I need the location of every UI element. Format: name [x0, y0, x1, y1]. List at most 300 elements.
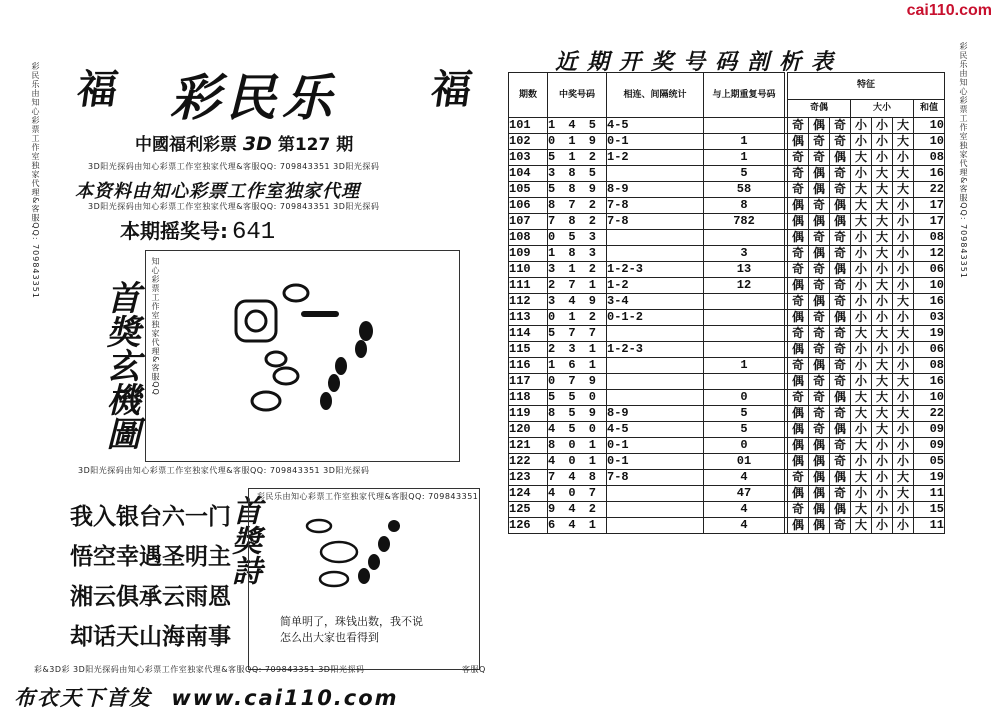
analysis-title: 近期开奖号码剖析表: [555, 49, 844, 75]
cell-sum: 19: [914, 470, 945, 486]
cell-number: 4 0 7: [548, 486, 607, 502]
cell-repeat: [704, 374, 785, 390]
cell-number: 3 1 2: [548, 262, 607, 278]
cell-repeat: [704, 310, 785, 326]
cell-big-small: 小: [872, 262, 893, 278]
cell-big-small: 小: [893, 358, 914, 374]
cell-issue: 110: [509, 262, 548, 278]
cell-big-small: 小: [872, 294, 893, 310]
cell-odd-even: 奇: [830, 358, 851, 374]
cell-odd-even: 偶: [788, 422, 809, 438]
cell-big-small: 小: [872, 502, 893, 518]
cell-big-small: 大: [851, 518, 872, 534]
cell-repeat: 13: [704, 262, 785, 278]
table-row: [509, 374, 945, 390]
cell-odd-even: 奇: [830, 374, 851, 390]
cell-issue: 118: [509, 390, 548, 406]
cell-repeat: 5: [704, 406, 785, 422]
coin-square: [236, 301, 276, 341]
cell-gap: [607, 230, 704, 246]
cell-big-small: 小: [893, 518, 914, 534]
table-row: [509, 422, 945, 438]
table-row: [509, 438, 945, 454]
cell-number: 5 7 7: [548, 326, 607, 342]
cell-big-small: 大: [851, 198, 872, 214]
cell-odd-even: 奇: [788, 182, 809, 198]
cell-sum: 17: [914, 214, 945, 230]
cell-odd-even: 奇: [809, 374, 830, 390]
cell-gap: [607, 166, 704, 182]
cell-gap: 4-5: [607, 118, 704, 134]
cell-big-small: 小: [851, 118, 872, 134]
cell-sum: 10: [914, 390, 945, 406]
cell-odd-even: 奇: [788, 166, 809, 182]
cell-big-small: 大: [872, 374, 893, 390]
cell-big-small: 小: [851, 166, 872, 182]
cell-big-small: 小: [893, 230, 914, 246]
cell-big-small: 大: [893, 118, 914, 134]
cell-odd-even: 奇: [830, 230, 851, 246]
cell-big-small: 大: [893, 406, 914, 422]
cell-gap: 7-8: [607, 214, 704, 230]
cell-odd-even: 偶: [788, 518, 809, 534]
box2-top-line: 彩民乐由知心彩票工作室独家代理&客服QQ: 709843351: [257, 492, 479, 501]
cell-odd-even: 偶: [830, 150, 851, 166]
note-line-2: 怎么出大家也看得到: [280, 631, 379, 644]
cell-repeat: 3: [704, 246, 785, 262]
cell-odd-even: 奇: [809, 150, 830, 166]
cell-odd-even: 偶: [788, 310, 809, 326]
cell-big-small: 小: [893, 262, 914, 278]
footer-url: www.cai110.com: [171, 686, 399, 710]
box-side-text: 知心彩票工作室独家代理&客服QQ: [151, 257, 160, 396]
cell-big-small: 大: [872, 166, 893, 182]
cell-repeat: 782: [704, 214, 785, 230]
table-row: [509, 182, 945, 198]
cell-issue: 105: [509, 182, 548, 198]
cell-big-small: 小: [872, 518, 893, 534]
cell-number: 1 8 3: [548, 246, 607, 262]
cell-issue: 121: [509, 438, 548, 454]
cell-issue: 116: [509, 358, 548, 374]
cell-number: 1 4 5: [548, 118, 607, 134]
cell-sum: 06: [914, 262, 945, 278]
cell-big-small: 大: [893, 326, 914, 342]
cell-issue: 103: [509, 150, 548, 166]
agency-line: 本资料由知心彩票工作室独家代理: [75, 181, 360, 202]
draw-result: [120, 215, 275, 246]
cell-odd-even: 偶: [809, 486, 830, 502]
cell-number: 6 4 1: [548, 518, 607, 534]
cell-sum: 05: [914, 454, 945, 470]
cell-big-small: 小: [893, 310, 914, 326]
cell-odd-even: 偶: [809, 214, 830, 230]
table-row: [509, 166, 945, 182]
cell-big-small: 大: [893, 166, 914, 182]
cell-issue: 102: [509, 134, 548, 150]
cell-big-small: 小: [851, 486, 872, 502]
cell-odd-even: 奇: [788, 502, 809, 518]
poem-line-1: 我入银台六一门: [70, 504, 231, 530]
poem-line-3: 湘云俱承云雨恩: [70, 584, 231, 610]
cell-sum: 10: [914, 134, 945, 150]
cell-odd-even: 奇: [788, 262, 809, 278]
history-table: [508, 72, 945, 534]
cell-sum: 22: [914, 182, 945, 198]
cell-sum: 12: [914, 246, 945, 262]
cell-big-small: 小: [872, 342, 893, 358]
cell-issue: 107: [509, 214, 548, 230]
cell-repeat: 01: [704, 454, 785, 470]
cell-odd-even: 偶: [830, 262, 851, 278]
cell-big-small: 小: [893, 150, 914, 166]
cell-odd-even: 奇: [830, 342, 851, 358]
cell-repeat: 0: [704, 390, 785, 406]
cell-issue: 119: [509, 406, 548, 422]
cell-big-small: 小: [872, 470, 893, 486]
cell-odd-even: 奇: [788, 118, 809, 134]
cell-number: 0 1 2: [548, 310, 607, 326]
cell-sum: 11: [914, 518, 945, 534]
cell-big-small: 大: [893, 486, 914, 502]
cell-odd-even: 奇: [788, 326, 809, 342]
cell-issue: 114: [509, 326, 548, 342]
table-row: [509, 262, 945, 278]
cell-big-small: 大: [851, 390, 872, 406]
cell-big-small: 大: [851, 406, 872, 422]
cell-number: 0 5 3: [548, 230, 607, 246]
table-row: [509, 518, 945, 534]
cell-odd-even: 偶: [788, 454, 809, 470]
cell-sum: 19: [914, 326, 945, 342]
cell-sum: 09: [914, 438, 945, 454]
cell-big-small: 大: [872, 390, 893, 406]
cell-gap: 0-1: [607, 438, 704, 454]
cell-big-small: 大: [851, 182, 872, 198]
cell-gap: [607, 486, 704, 502]
cell-repeat: 4: [704, 518, 785, 534]
cell-big-small: 大: [893, 470, 914, 486]
cell-gap: 8-9: [607, 406, 704, 422]
cell-big-small: 小: [851, 454, 872, 470]
cell-odd-even: 奇: [788, 246, 809, 262]
cell-repeat: [704, 342, 785, 358]
cell-big-small: 小: [872, 134, 893, 150]
cell-odd-even: 奇: [809, 390, 830, 406]
cell-gap: 0-1: [607, 134, 704, 150]
cell-number: 2 3 1: [548, 342, 607, 358]
cell-odd-even: 奇: [809, 406, 830, 422]
cell-issue: 106: [509, 198, 548, 214]
header-repeat: 与上期重复号码: [704, 73, 785, 118]
cell-odd-even: 偶: [788, 214, 809, 230]
header-number: 中奖号码: [548, 73, 607, 118]
coin-diagram: [216, 271, 396, 431]
cell-number: 8 0 1: [548, 438, 607, 454]
cell-issue: 117: [509, 374, 548, 390]
cell-big-small: 小: [893, 278, 914, 294]
cell-odd-even: 奇: [809, 198, 830, 214]
cell-sum: 16: [914, 294, 945, 310]
cell-odd-even: 奇: [830, 118, 851, 134]
cell-repeat: 12: [704, 278, 785, 294]
cell-number: 5 8 9: [548, 182, 607, 198]
header-gap: 相连、间隔统计: [607, 73, 704, 118]
cell-big-small: 大: [851, 214, 872, 230]
cell-odd-even: 奇: [830, 166, 851, 182]
table-row: [509, 358, 945, 374]
cell-gap: 1-2-3: [607, 262, 704, 278]
cell-gap: [607, 358, 704, 374]
cell-number: 1 6 1: [548, 358, 607, 374]
cell-gap: [607, 326, 704, 342]
cell-sum: 11: [914, 486, 945, 502]
cell-big-small: 大: [872, 358, 893, 374]
cell-odd-even: 奇: [809, 326, 830, 342]
cell-big-small: 小: [851, 294, 872, 310]
right-edge-vertical-text: 彩民乐由知心彩票工作室独家代理&客服QQ: 709843351: [959, 42, 968, 279]
header-feature: 特征: [788, 73, 945, 100]
cell-gap: 1-2: [607, 278, 704, 294]
cell-gap: 1-2: [607, 150, 704, 166]
issue-line: [135, 130, 353, 155]
cell-repeat: [704, 118, 785, 134]
table-row: [509, 214, 945, 230]
cell-issue: 104: [509, 166, 548, 182]
cell-gap: 8-9: [607, 182, 704, 198]
cell-odd-even: 奇: [830, 134, 851, 150]
cell-odd-even: 奇: [788, 470, 809, 486]
cell-repeat: 4: [704, 502, 785, 518]
cell-big-small: 大: [872, 246, 893, 262]
cell-big-small: 大: [872, 230, 893, 246]
cell-big-small: 小: [851, 342, 872, 358]
table-row: [509, 486, 945, 502]
cell-big-small: 小: [851, 358, 872, 374]
cell-big-small: 大: [872, 198, 893, 214]
cell-number: 3 4 9: [548, 294, 607, 310]
poem-line-2: 悟空幸遇圣明主: [70, 544, 231, 570]
cell-repeat: 58: [704, 182, 785, 198]
header-big-small: 大小: [851, 99, 914, 117]
contact-line-bottom: 3D阳光探码由知心彩票工作室独家代理&客服QQ: 709843351 3D阳光探码: [88, 202, 380, 211]
cell-odd-even: 奇: [809, 342, 830, 358]
cell-sum: 16: [914, 374, 945, 390]
cell-repeat: 1: [704, 150, 785, 166]
cell-big-small: 小: [851, 422, 872, 438]
cell-gap: 0-1-2: [607, 310, 704, 326]
footer-right-tag: 客服Q: [462, 665, 486, 674]
cell-big-small: 小: [851, 374, 872, 390]
cell-big-small: 小: [893, 390, 914, 406]
cell-odd-even: 奇: [809, 278, 830, 294]
cell-big-small: 小: [872, 454, 893, 470]
cell-gap: 4-5: [607, 422, 704, 438]
cell-sum: 09: [914, 422, 945, 438]
cell-repeat: 0: [704, 438, 785, 454]
cell-odd-even: 奇: [830, 246, 851, 262]
cell-big-small: 小: [872, 438, 893, 454]
contact-line-top: 3D阳光探码由知心彩票工作室独家代理&客服QQ: 709843351 3D阳光探码: [88, 162, 380, 171]
cell-odd-even: 偶: [788, 406, 809, 422]
cell-number: 8 7 2: [548, 198, 607, 214]
cell-odd-even: 奇: [830, 486, 851, 502]
cell-big-small: 大: [872, 422, 893, 438]
cell-big-small: 小: [851, 246, 872, 262]
cell-big-small: 小: [893, 454, 914, 470]
cell-gap: [607, 246, 704, 262]
footer: [14, 682, 399, 712]
cell-number: 0 7 9: [548, 374, 607, 390]
cell-repeat: [704, 294, 785, 310]
cell-repeat: 5: [704, 422, 785, 438]
cell-gap: [607, 502, 704, 518]
cell-odd-even: 偶: [788, 374, 809, 390]
table-header-row-1: [509, 73, 945, 100]
note-line-1: 简单明了，珠钱出数，我不说: [280, 615, 423, 628]
cell-odd-even: 奇: [809, 422, 830, 438]
cell-number: 7 8 2: [548, 214, 607, 230]
cell-odd-even: 偶: [809, 118, 830, 134]
cell-gap: 7-8: [607, 470, 704, 486]
cell-odd-even: 偶: [830, 214, 851, 230]
left-edge-vertical-text: 彩民乐由知心彩票工作室独家代理&客服QQ: 709843351: [31, 62, 40, 299]
cell-odd-even: 奇: [830, 454, 851, 470]
cell-issue: 126: [509, 518, 548, 534]
cell-number: 7 4 8: [548, 470, 607, 486]
cell-odd-even: 奇: [788, 390, 809, 406]
cell-big-small: 小: [851, 310, 872, 326]
prize-map-box: [145, 250, 460, 462]
cell-odd-even: 偶: [788, 342, 809, 358]
cell-number: 4 0 1: [548, 454, 607, 470]
cell-issue: 108: [509, 230, 548, 246]
cell-odd-even: 偶: [788, 230, 809, 246]
cell-big-small: 大: [851, 438, 872, 454]
cell-odd-even: 偶: [830, 390, 851, 406]
cell-repeat: 8: [704, 198, 785, 214]
cell-odd-even: 偶: [788, 486, 809, 502]
cell-issue: 120: [509, 422, 548, 438]
cell-odd-even: 偶: [788, 278, 809, 294]
cell-gap: 7-8: [607, 198, 704, 214]
cell-odd-even: 奇: [788, 150, 809, 166]
cell-odd-even: 偶: [809, 518, 830, 534]
cell-odd-even: 奇: [830, 438, 851, 454]
cell-big-small: 小: [851, 278, 872, 294]
cell-repeat: 5: [704, 166, 785, 182]
table-row: [509, 342, 945, 358]
table-row: [509, 390, 945, 406]
cell-gap: 0-1: [607, 454, 704, 470]
table-row: [509, 326, 945, 342]
draw-number: 641: [232, 219, 276, 246]
cell-odd-even: 奇: [830, 294, 851, 310]
cell-big-small: 小: [893, 422, 914, 438]
cell-number: 5 1 2: [548, 150, 607, 166]
cell-issue: 112: [509, 294, 548, 310]
cell-odd-even: 奇: [830, 406, 851, 422]
cell-gap: 1-2-3: [607, 342, 704, 358]
cell-issue: 113: [509, 310, 548, 326]
cell-odd-even: 偶: [830, 422, 851, 438]
cell-odd-even: 奇: [830, 326, 851, 342]
cell-odd-even: 偶: [830, 310, 851, 326]
cell-odd-even: 偶: [809, 438, 830, 454]
cell-repeat: 47: [704, 486, 785, 502]
cell-big-small: 大: [893, 182, 914, 198]
cell-sum: 17: [914, 198, 945, 214]
prize-map-label: 首獎玄機圖: [100, 280, 140, 450]
cell-big-small: 小: [893, 214, 914, 230]
cell-sum: 08: [914, 230, 945, 246]
table-row: [509, 246, 945, 262]
header-issue: 期数: [509, 73, 548, 118]
cell-issue: 109: [509, 246, 548, 262]
cell-issue: 101: [509, 118, 548, 134]
cell-issue: 122: [509, 454, 548, 470]
cell-issue: 124: [509, 486, 548, 502]
cell-repeat: 4: [704, 470, 785, 486]
cell-odd-even: 偶: [788, 134, 809, 150]
cell-big-small: 大: [851, 470, 872, 486]
cell-big-small: 大: [872, 214, 893, 230]
cell-repeat: 1: [704, 134, 785, 150]
table-row: [509, 310, 945, 326]
cell-big-small: 大: [893, 374, 914, 390]
cell-number: 0 1 9: [548, 134, 607, 150]
cell-big-small: 小: [851, 134, 872, 150]
cell-big-small: 大: [872, 326, 893, 342]
cell-repeat: 1: [704, 358, 785, 374]
cell-repeat: [704, 326, 785, 342]
fu-character-left: 福: [74, 66, 121, 113]
cell-odd-even: 偶: [809, 294, 830, 310]
cell-number: 3 8 5: [548, 166, 607, 182]
cell-big-small: 小: [893, 438, 914, 454]
cell-sum: 06: [914, 342, 945, 358]
cell-odd-even: 偶: [809, 166, 830, 182]
cell-gap: [607, 374, 704, 390]
cell-odd-even: 偶: [788, 438, 809, 454]
cell-odd-even: 偶: [830, 470, 851, 486]
cell-gap: 3-4: [607, 294, 704, 310]
cell-odd-even: 奇: [830, 518, 851, 534]
cell-sum: 08: [914, 358, 945, 374]
table-row: [509, 230, 945, 246]
table-row: [509, 294, 945, 310]
cell-big-small: 小: [851, 262, 872, 278]
issue-number: 第127 期: [277, 135, 354, 155]
cell-odd-even: 奇: [830, 182, 851, 198]
cell-odd-even: 偶: [830, 502, 851, 518]
cell-odd-even: 偶: [809, 246, 830, 262]
cell-odd-even: 偶: [809, 502, 830, 518]
footer-left: 布衣天下首发: [14, 686, 152, 710]
cell-big-small: 小: [893, 198, 914, 214]
cell-big-small: 小: [872, 150, 893, 166]
cell-odd-even: 偶: [809, 182, 830, 198]
cell-issue: 115: [509, 342, 548, 358]
cell-odd-even: 偶: [830, 198, 851, 214]
cell-big-small: 大: [893, 134, 914, 150]
cell-repeat: [704, 230, 785, 246]
cell-sum: 03: [914, 310, 945, 326]
cell-big-small: 小: [893, 502, 914, 518]
cell-sum: 15: [914, 502, 945, 518]
cell-big-small: 小: [872, 310, 893, 326]
cell-odd-even: 奇: [809, 230, 830, 246]
